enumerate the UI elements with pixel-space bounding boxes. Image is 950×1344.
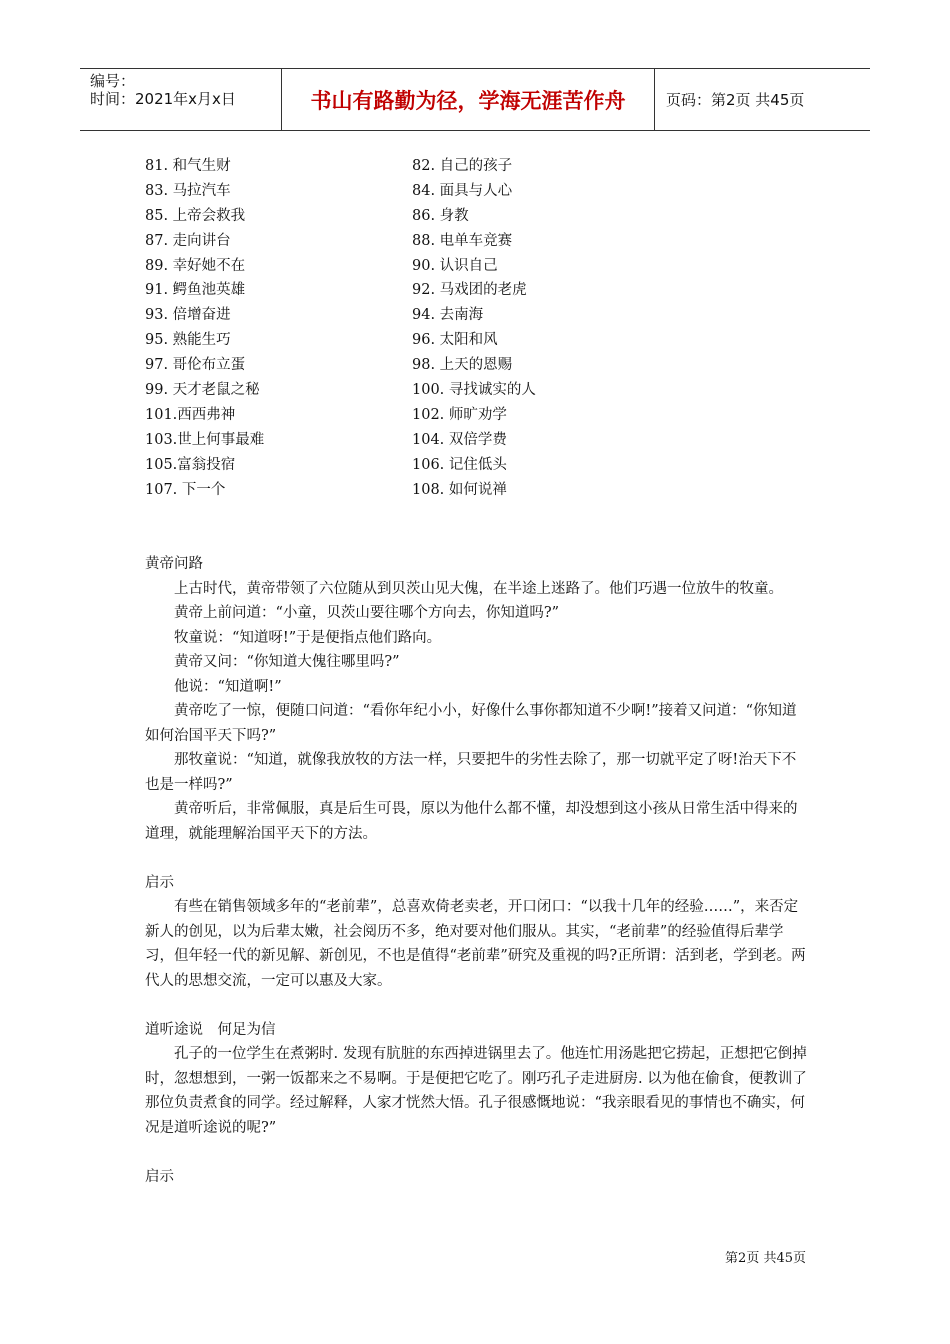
toc-row xyxy=(145,179,705,204)
story-paragraph: 那牧童说：“知道，就像我放牧的方法一样，只要把牛的劣性去除了，那一切就平定了呀!治天下不也是一样吗?” xyxy=(145,752,797,793)
header-page-label: 页码：第2页 共45页 xyxy=(666,91,805,109)
toc-item: 81. 和气生财 xyxy=(145,158,231,174)
toc-item: 95. 熟能生巧 xyxy=(145,332,231,349)
header-meta xyxy=(80,69,280,130)
story-paragraph: 孔子的一位学生在煮粥时. 发现有肮脏的东西掉进锅里去了。他连忙用汤匙把它捞起，正想把它倒掉时，忽想想到，一粥一饭都来之不易啊。于是便把它吃了。刚巧孔子走进厨房. 以为他在偷食，便教训了那位负责煮食的同学。经过解释，人家才恍然大悟。孔子很感慨地说：“我亲眼看见的事情也不确实，何况是道听途说的呢?” xyxy=(145,1046,807,1136)
toc-item: 105.富翁投宿 xyxy=(145,456,236,473)
story-paragraph: 黄帝又问：“你知道大傀往哪里吗?” xyxy=(174,654,400,670)
toc-item: 89. 幸好她不在 xyxy=(145,257,246,274)
toc-row xyxy=(145,378,705,403)
story-paragraph: 上古时代，黄帝带领了六位随从到贝茨山见大傀，在半途上迷路了。他们巧遇一位放牛的牧童。 xyxy=(174,580,783,597)
story-paragraph: 黄帝听后，非常佩服，真是后生可畏，原以为他什么都不懂，却没想到这小孩从日常生活中得来的道理，就能理解治国平天下的方法。 xyxy=(145,801,798,842)
toc-item: 93. 倍增奋进 xyxy=(145,307,231,324)
toc-row xyxy=(145,428,705,453)
toc-row xyxy=(145,478,705,503)
toc-item: 99. 天才老鼠之秘 xyxy=(145,382,260,399)
page-header xyxy=(80,68,870,131)
toc-item: 86. 身教 xyxy=(412,207,469,224)
story-paragraph: 牧童说：“知道呀!”于是便指点他们路向。 xyxy=(174,629,442,646)
toc-row xyxy=(145,204,705,229)
story-title: 黄帝问路 xyxy=(145,556,203,572)
toc-item: 92. 马戏团的老虎 xyxy=(412,282,527,299)
article-body xyxy=(145,552,810,1189)
toc-item: 101.西西弗神 xyxy=(145,406,236,423)
toc-item: 94. 去南海 xyxy=(412,307,484,324)
table-of-contents xyxy=(145,154,705,502)
toc-item: 106. 记住低头 xyxy=(412,456,507,473)
story-paragraph: 黄帝吃了一惊，便随口问道：“看你年纪小小，好像什么事你都知道不少啊!”接着又问道：“你知道如何治国平天下吗?” xyxy=(145,703,797,744)
story-title: 道听途说 何足为信 xyxy=(145,1021,276,1038)
toc-row xyxy=(145,353,705,378)
toc-row xyxy=(145,403,705,428)
page-footer: 第2页 共45页 xyxy=(725,1251,806,1266)
header-motto: 书山有路勤为径，学海无涯苦作舟 xyxy=(310,88,626,113)
toc-item: 85. 上帝会救我 xyxy=(145,207,246,224)
toc-item: 83. 马拉汽车 xyxy=(145,182,231,199)
toc-row xyxy=(145,154,705,179)
toc-item: 98. 上天的恩赐 xyxy=(412,357,513,374)
toc-item: 104. 双倍学费 xyxy=(412,431,507,448)
story-paragraph: 黄帝上前问道：“小童，贝茨山要往哪个方向去，你知道吗?” xyxy=(174,605,560,621)
toc-row xyxy=(145,453,705,478)
toc-item: 96. 太阳和风 xyxy=(412,332,498,349)
toc-item: 87. 走向讲台 xyxy=(145,232,231,249)
insight-paragraph: 有些在销售领域多年的“老前辈”，总喜欢倚老卖老，开口闭口：“以我十几年的经验……”，来否定新人的创见，以为后辈太嫩，社会阅历不多，绝对要对他们服从。其实，“老前辈”的经验值得后辈学习，但年轻一代的新见解、新创见，不也是值得“老前辈”研究及重视的吗?正所谓：活到老，学到老。两代人的思想交流，一定可以惠及大家。 xyxy=(145,899,806,989)
toc-item: 103.世上何事最难 xyxy=(145,431,265,448)
header-divider xyxy=(654,69,655,130)
toc-item: 100. 寻找诚实的人 xyxy=(412,382,536,399)
toc-row xyxy=(145,229,705,254)
toc-item: 91. 鳄鱼池英雄 xyxy=(145,282,246,299)
insight-title: 启示 xyxy=(145,1168,174,1185)
toc-row xyxy=(145,278,705,303)
toc-item: 107. 下一个 xyxy=(145,481,226,498)
toc-row xyxy=(145,254,705,279)
date-label: 时间：2021年x月x日 xyxy=(90,90,236,108)
toc-item: 84. 面具与人心 xyxy=(412,182,513,199)
toc-item: 102. 师旷劝学 xyxy=(412,406,507,423)
toc-row xyxy=(145,303,705,328)
toc-item: 82. 自己的孩子 xyxy=(412,158,513,174)
toc-item: 90. 认识自己 xyxy=(412,257,498,274)
toc-row xyxy=(145,328,705,353)
story-paragraph: 他说：“知道啊!” xyxy=(174,678,282,695)
insight-title: 启示 xyxy=(145,874,174,891)
toc-item: 108. 如何说禅 xyxy=(412,481,507,498)
toc-item: 88. 电单车竞赛 xyxy=(412,232,513,249)
toc-item: 97. 哥伦布立蛋 xyxy=(145,357,246,374)
number-label: 编号： xyxy=(90,72,136,90)
